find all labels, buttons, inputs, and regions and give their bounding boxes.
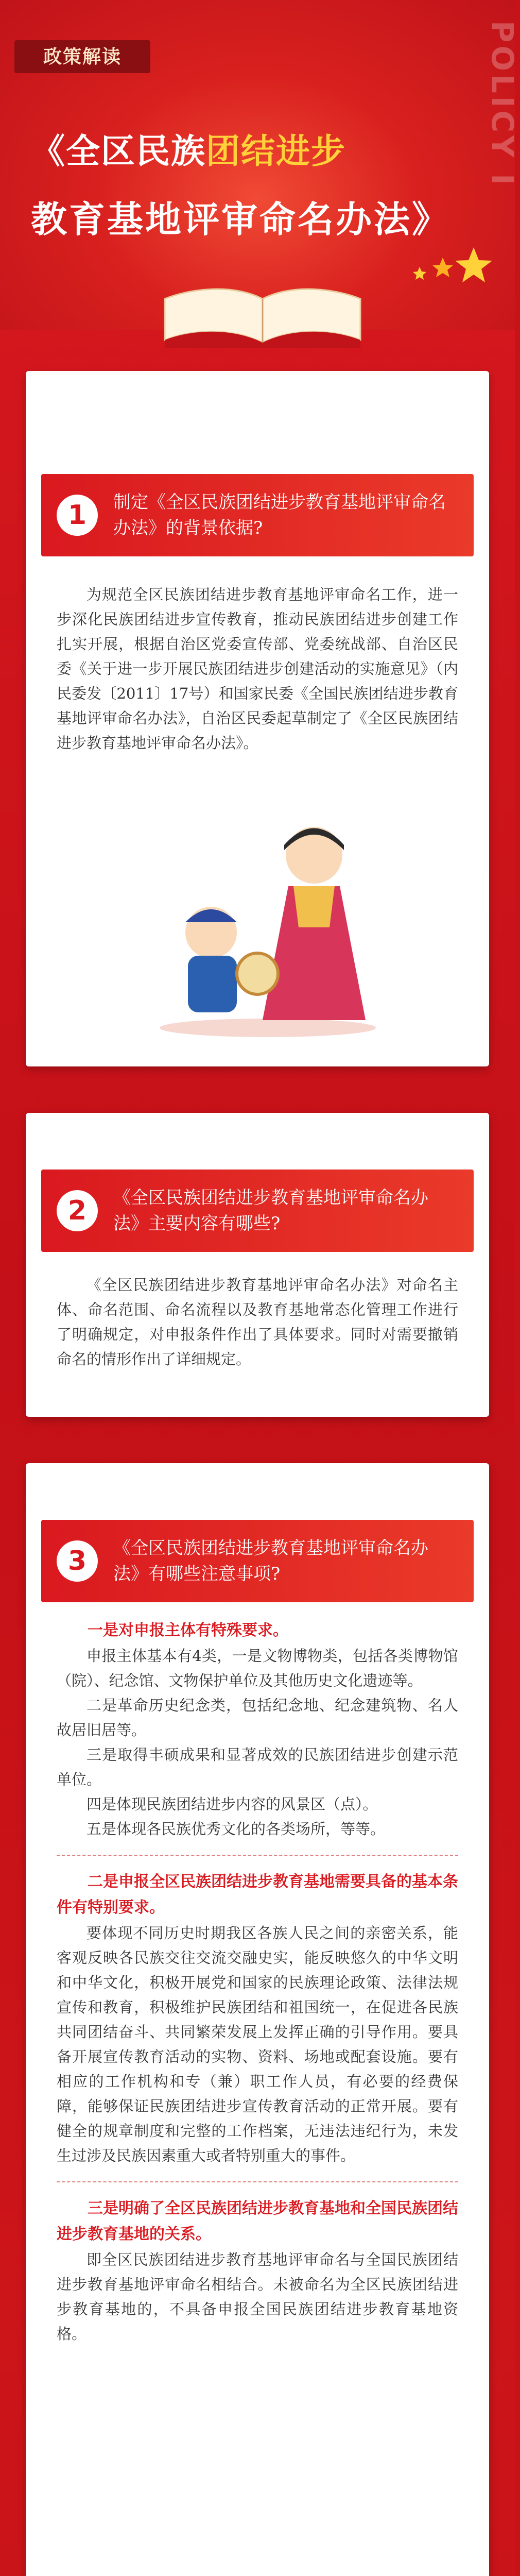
subheading: 一是对申报主体有特殊要求。: [88, 1621, 288, 1639]
paragraph: 即全区民族团结进步教育基地评审命名与全国民族团结进步教育基地评审命名相结合。未被命名为全区民族团结进步教育基地的，不具备申报全国民族团结进步教育基地资格。: [57, 2251, 458, 2343]
paragraph: 要体现不同历史时期我区各族人民之间的亲密关系，能客观反映各民族交往交流交融史实，能反映悠久的中华文明和中华文化，积极开展党和国家的民族理论政策、法律法规宣传和教育，积极维护民族团结和祖国统一，在促进各民族共同团结奋斗、共同繁荣发展上发挥正确的引导作用。要具备开展宣传教育活动的实物、资料、场地或配套设施。要有相应的工作机构和专（兼）职工作人员，有必要的经费保障，能够保证民族团结进步宣传教育活动的正常开展。要有健全的规章制度和完整的工作档案，无违法违纪行为，未发生过涉及民族因素重大或者特别重大的事件。: [57, 1924, 458, 2164]
paragraph: 二是革命历史纪念类，包括纪念地、纪念建筑物、名人故居旧居等。: [57, 1697, 458, 1739]
section-question: 制定《全区民族团结进步教育基地评审命名办法》的背景依据?: [113, 492, 446, 538]
section-body-3: [57, 1618, 458, 2346]
section-card-2: [26, 1113, 489, 1417]
header-banner: [0, 0, 520, 330]
policy-watermark: POLICY I: [485, 21, 520, 188]
divider: [57, 1855, 458, 1856]
paragraph: 《全区民族团结进步教育基地评审命名办法》对命名主体、命名范围、命名流程以及教育基地常态化管理工作进行了明确规定，对申报条件作出了具体要求。同时对需要撤销命名的情形作出了详细规定。: [57, 1276, 458, 1368]
question-bar-2: [41, 1170, 474, 1252]
section-question: 《全区民族团结进步教育基地评审命名办法》主要内容有哪些?: [113, 1188, 428, 1234]
title-prefix: 《全区民族: [31, 131, 206, 171]
section-number: 1: [57, 495, 98, 536]
section-number: 3: [57, 1540, 98, 1582]
paragraph: 四是体现民族团结进步内容的风景区（点）。: [86, 1795, 378, 1813]
section-question: 《全区民族团结进步教育基地评审命名办法》有哪些注意事项?: [113, 1538, 428, 1584]
flag-and-stars-illustration: [103, 2571, 412, 2576]
title-highlight: 团结进步: [206, 131, 346, 171]
paragraph: 为规范全区民族团结进步教育基地评审命名工作，进一步深化民族团结进步宣传教育，推动民族团结进步创建工作扎实开展，根据自治区党委宣传部、党委统战部、自治区民委《关于进一步开展民族团结进步创建活动的实施意见》（内民委发〔2011〕17号）和国家民委《全国民族团结进步教育基地评审命名办法》，自治区民委起草制定了《全区民族团结进步教育基地评审命名办法》。: [57, 586, 458, 752]
stars-icon: [371, 242, 494, 289]
paragraph: 三是取得丰硕成果和显著成效的民族团结进步创建示范单位。: [57, 1746, 458, 1788]
open-book-icon: [154, 278, 371, 350]
policy-tag: 政策解读: [14, 40, 150, 73]
question-bar-1: [41, 474, 474, 556]
section-body-1: [57, 582, 458, 755]
section-card-1: [26, 371, 489, 1066]
paragraph: 申报主体基本有4类，一是文物博物类，包括各类博物馆（院）、纪念馆、文物保护单位及其他历史文化遗迹等。: [57, 1647, 458, 1689]
ethnic-children-illustration: [149, 814, 386, 1041]
divider: [57, 2181, 458, 2182]
subheading: 三是明确了全区民族团结进步教育基地和全国民族团结进步教育基地的关系。: [57, 2199, 458, 2243]
question-bar-3: [41, 1520, 474, 1602]
section-card-3: [26, 1463, 489, 2576]
section-number: 2: [57, 1190, 98, 1231]
paragraph: 五是体现各民族优秀文化的各类场所，等等。: [86, 1820, 386, 1838]
page-title-line1: [31, 124, 494, 173]
subheading: 二是申报全区民族团结进步教育基地需要具备的基本条件有特别要求。: [57, 1873, 458, 1917]
page-title-line2: 教育基地评审命名办法》: [31, 198, 450, 241]
section-body-2: [57, 1273, 458, 1371]
